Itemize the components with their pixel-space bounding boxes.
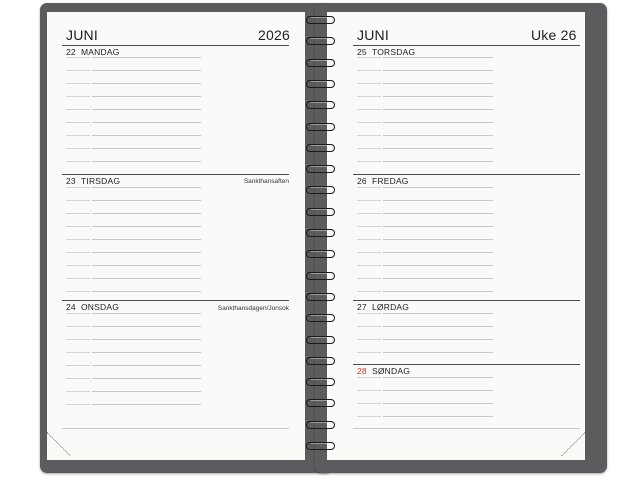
ring-highlight bbox=[311, 273, 327, 274]
writing-line bbox=[92, 352, 201, 353]
spiral-ring bbox=[304, 122, 336, 131]
spiral-ring bbox=[304, 100, 336, 109]
time-tick bbox=[357, 122, 381, 123]
time-tick bbox=[357, 109, 381, 110]
time-tick bbox=[66, 135, 90, 136]
writing-line bbox=[383, 326, 493, 327]
writing-line bbox=[92, 109, 201, 110]
writing-line bbox=[383, 291, 493, 292]
ring-highlight bbox=[311, 60, 327, 61]
left-page bbox=[47, 12, 305, 460]
writing-line bbox=[383, 265, 493, 266]
time-tick bbox=[357, 278, 381, 279]
time-tick bbox=[357, 200, 381, 201]
ring-highlight bbox=[311, 38, 327, 39]
spiral-ring bbox=[304, 164, 336, 173]
spiral-ring bbox=[304, 36, 336, 45]
ring-highlight bbox=[311, 17, 327, 18]
writing-line bbox=[92, 213, 201, 214]
day-divider bbox=[353, 300, 580, 301]
writing-line bbox=[383, 96, 493, 97]
time-tick bbox=[66, 96, 90, 97]
ring-highlight bbox=[311, 251, 327, 252]
day-name: MANDAG bbox=[81, 47, 120, 57]
week-label: Uke 26 bbox=[531, 27, 577, 43]
holiday-label-wednesday: Sankthansdagen/Jonsok bbox=[217, 305, 289, 312]
time-tick bbox=[66, 291, 90, 292]
time-tick bbox=[66, 352, 90, 353]
ring-highlight bbox=[311, 187, 327, 188]
day-name: FREDAG bbox=[372, 176, 409, 186]
writing-line bbox=[383, 403, 493, 404]
time-tick bbox=[66, 148, 90, 149]
ring-highlight bbox=[311, 166, 327, 167]
time-tick bbox=[357, 239, 381, 240]
spiral-ring bbox=[304, 58, 336, 67]
ring-highlight bbox=[311, 230, 327, 231]
day-number: 27 bbox=[357, 302, 367, 312]
writing-line bbox=[383, 226, 493, 227]
time-tick bbox=[357, 377, 381, 378]
day-divider bbox=[353, 364, 580, 365]
writing-line bbox=[383, 252, 493, 253]
left-month-title: JUNI bbox=[66, 27, 98, 43]
writing-line bbox=[92, 252, 201, 253]
time-tick bbox=[357, 83, 381, 84]
time-tick bbox=[357, 252, 381, 253]
ring-highlight bbox=[311, 443, 327, 444]
year-label: 2026 bbox=[258, 27, 290, 43]
writing-line bbox=[92, 57, 201, 58]
time-tick bbox=[66, 187, 90, 188]
day-name: ONSDAG bbox=[81, 302, 120, 312]
writing-line bbox=[92, 239, 201, 240]
time-tick bbox=[66, 313, 90, 314]
ring-highlight bbox=[311, 379, 327, 380]
writing-line bbox=[92, 291, 201, 292]
right-month-title: JUNI bbox=[357, 27, 389, 43]
day-block-monday bbox=[66, 47, 120, 57]
writing-line bbox=[92, 326, 201, 327]
writing-line bbox=[383, 135, 493, 136]
time-tick bbox=[357, 96, 381, 97]
day-name: LØRDAG bbox=[372, 302, 410, 312]
time-tick bbox=[357, 416, 381, 417]
left-header-divider bbox=[62, 45, 289, 46]
time-tick bbox=[357, 339, 381, 340]
day-divider bbox=[62, 300, 289, 301]
time-tick bbox=[66, 70, 90, 71]
writing-line bbox=[383, 377, 493, 378]
writing-line bbox=[383, 239, 493, 240]
time-tick bbox=[66, 252, 90, 253]
day-divider bbox=[62, 174, 289, 175]
time-tick bbox=[357, 265, 381, 266]
time-tick bbox=[357, 313, 381, 314]
day-number: 23 bbox=[66, 176, 76, 186]
spiral-ring bbox=[304, 143, 336, 152]
time-tick bbox=[66, 265, 90, 266]
writing-line bbox=[383, 313, 493, 314]
time-tick bbox=[357, 226, 381, 227]
spiral-ring bbox=[304, 313, 336, 322]
writing-line bbox=[383, 200, 493, 201]
time-tick bbox=[357, 187, 381, 188]
time-tick bbox=[357, 390, 381, 391]
writing-line bbox=[353, 428, 580, 429]
time-tick bbox=[66, 226, 90, 227]
ring-highlight bbox=[311, 124, 327, 125]
day-block-tuesday bbox=[66, 176, 120, 186]
ring-highlight bbox=[311, 315, 327, 316]
ring-highlight bbox=[311, 400, 327, 401]
day-name: TORSDAG bbox=[372, 47, 416, 57]
time-tick bbox=[357, 326, 381, 327]
spiral-ring bbox=[304, 441, 336, 450]
time-tick bbox=[66, 378, 90, 379]
ring-highlight bbox=[311, 422, 327, 423]
time-tick bbox=[66, 404, 90, 405]
writing-line bbox=[92, 278, 201, 279]
spiral-ring bbox=[304, 79, 336, 88]
spiral-ring bbox=[304, 271, 336, 280]
day-block-sunday bbox=[357, 366, 410, 376]
time-tick bbox=[357, 135, 381, 136]
day-name: SØNDAG bbox=[372, 366, 411, 376]
ring-highlight bbox=[311, 294, 327, 295]
writing-line bbox=[383, 109, 493, 110]
day-number: 22 bbox=[66, 47, 76, 57]
spiral-ring bbox=[304, 185, 336, 194]
writing-line bbox=[92, 135, 201, 136]
writing-line bbox=[383, 148, 493, 149]
day-divider bbox=[353, 174, 580, 175]
writing-line bbox=[383, 161, 493, 162]
corner-pocket-right bbox=[561, 432, 585, 456]
time-tick bbox=[66, 213, 90, 214]
time-tick bbox=[66, 57, 90, 58]
time-tick bbox=[357, 161, 381, 162]
day-number: 25 bbox=[357, 47, 367, 57]
writing-line bbox=[383, 122, 493, 123]
time-tick bbox=[66, 339, 90, 340]
writing-line bbox=[383, 278, 493, 279]
spiral-ring bbox=[304, 15, 336, 24]
ring-highlight bbox=[311, 209, 327, 210]
writing-line bbox=[383, 390, 493, 391]
writing-line bbox=[383, 416, 493, 417]
writing-line bbox=[383, 187, 493, 188]
writing-line bbox=[92, 313, 201, 314]
time-tick bbox=[357, 403, 381, 404]
day-number: 24 bbox=[66, 302, 76, 312]
time-tick bbox=[357, 213, 381, 214]
time-tick bbox=[66, 365, 90, 366]
time-tick bbox=[357, 352, 381, 353]
time-tick bbox=[66, 239, 90, 240]
writing-line bbox=[383, 339, 493, 340]
right-page bbox=[327, 12, 585, 460]
time-tick bbox=[66, 391, 90, 392]
time-tick bbox=[66, 278, 90, 279]
writing-line bbox=[92, 96, 201, 97]
writing-line bbox=[92, 122, 201, 123]
writing-line bbox=[92, 378, 201, 379]
time-tick bbox=[66, 326, 90, 327]
spiral-ring bbox=[304, 335, 336, 344]
day-block-wednesday bbox=[66, 302, 119, 312]
ring-highlight bbox=[311, 102, 327, 103]
writing-line bbox=[92, 226, 201, 227]
spiral-ring bbox=[304, 356, 336, 365]
day-block-saturday bbox=[357, 302, 409, 312]
writing-line bbox=[62, 428, 289, 429]
writing-line bbox=[92, 161, 201, 162]
spiral-ring bbox=[304, 228, 336, 237]
spiral-ring bbox=[304, 398, 336, 407]
time-tick bbox=[66, 83, 90, 84]
day-block-friday bbox=[357, 176, 409, 186]
writing-line bbox=[383, 83, 493, 84]
spiral-ring bbox=[304, 207, 336, 216]
writing-line bbox=[92, 148, 201, 149]
ring-highlight bbox=[311, 358, 327, 359]
writing-line bbox=[92, 404, 201, 405]
time-tick bbox=[66, 200, 90, 201]
spiral-ring bbox=[304, 292, 336, 301]
spiral-ring bbox=[304, 249, 336, 258]
spiral-ring bbox=[304, 420, 336, 429]
time-tick bbox=[66, 122, 90, 123]
writing-line bbox=[92, 70, 201, 71]
writing-line bbox=[92, 391, 201, 392]
writing-line bbox=[92, 200, 201, 201]
spiral-ring bbox=[304, 377, 336, 386]
ring-highlight bbox=[311, 81, 327, 82]
ring-highlight bbox=[311, 145, 327, 146]
writing-line bbox=[92, 83, 201, 84]
writing-line bbox=[92, 187, 201, 188]
time-tick bbox=[66, 161, 90, 162]
spiral-binding bbox=[304, 15, 336, 465]
time-tick bbox=[357, 57, 381, 58]
time-tick bbox=[357, 70, 381, 71]
day-number: 26 bbox=[357, 176, 367, 186]
writing-line bbox=[383, 352, 493, 353]
writing-line bbox=[383, 213, 493, 214]
day-block-thursday bbox=[357, 47, 415, 57]
right-header-divider bbox=[353, 45, 580, 46]
writing-line bbox=[92, 265, 201, 266]
writing-line bbox=[383, 57, 493, 58]
time-tick bbox=[357, 148, 381, 149]
writing-line bbox=[92, 339, 201, 340]
time-tick bbox=[66, 109, 90, 110]
writing-line bbox=[383, 70, 493, 71]
writing-line bbox=[92, 365, 201, 366]
corner-pocket-left bbox=[47, 432, 71, 456]
day-number: 28 bbox=[357, 366, 367, 376]
day-name: TIRSDAG bbox=[81, 176, 121, 186]
ring-highlight bbox=[311, 337, 327, 338]
holiday-label-tuesday: Sankthansaften bbox=[243, 178, 289, 185]
time-tick bbox=[357, 291, 381, 292]
